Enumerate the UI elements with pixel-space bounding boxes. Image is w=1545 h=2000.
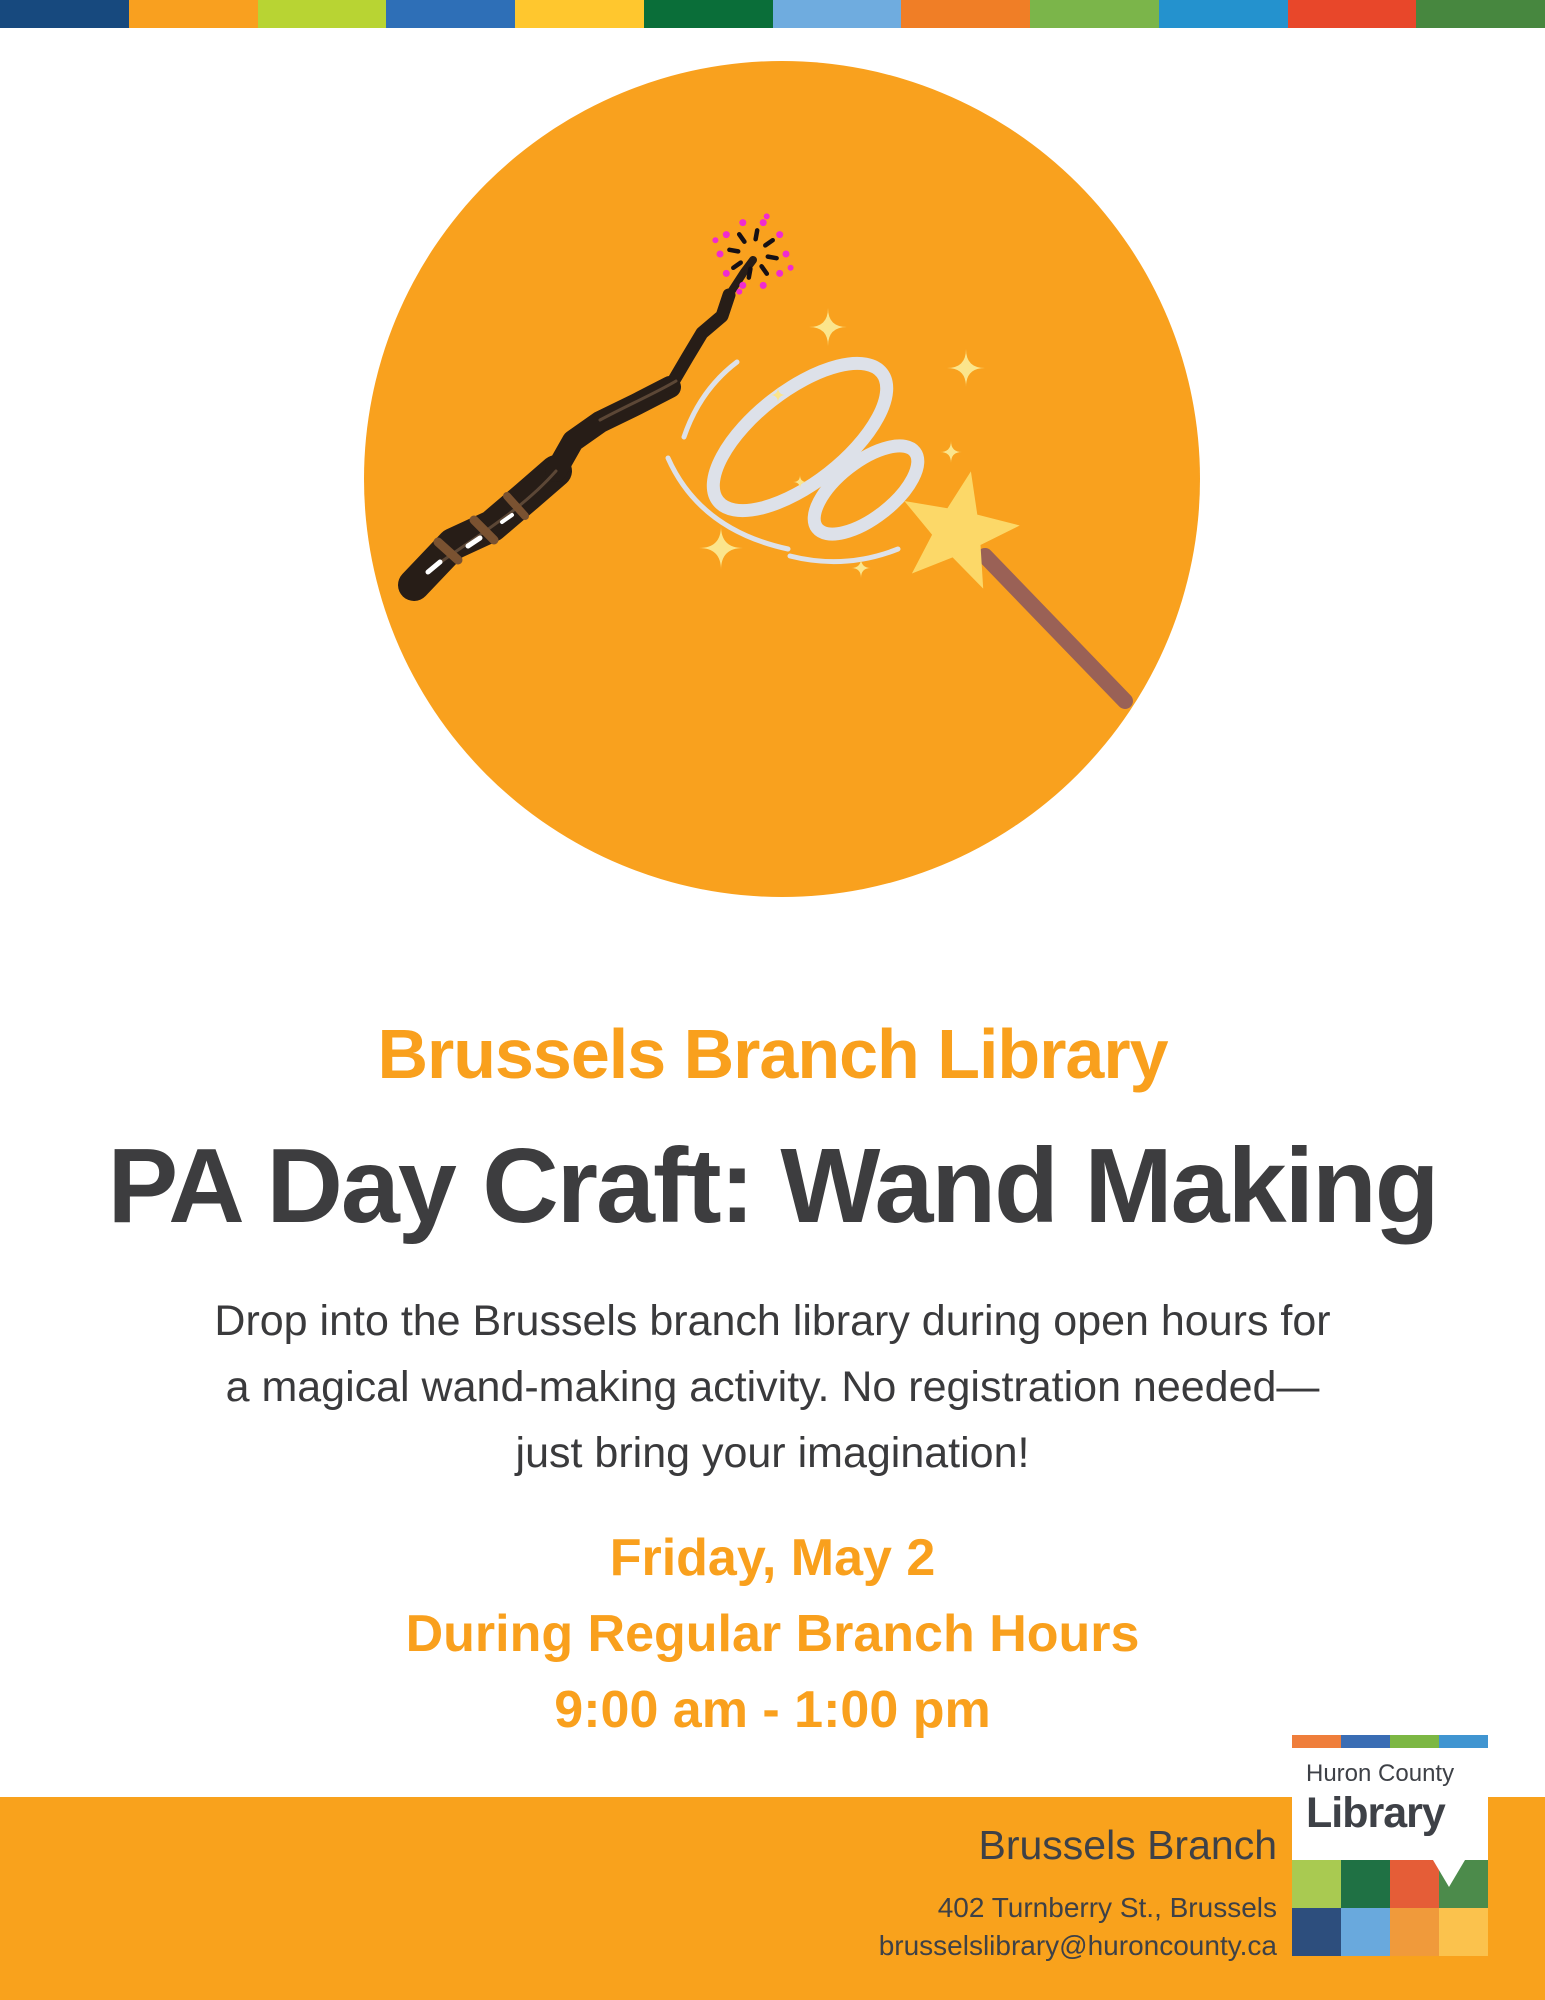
logo-grid-cell [1292, 1908, 1341, 1956]
wand-illustration [0, 0, 1545, 960]
event-date: Friday, May 2 [609, 1529, 936, 1587]
footer-address: 402 Turnberry St., Brussels [937, 1892, 1277, 1923]
footer-info [879, 1822, 1277, 1965]
logo-grid-cell [1439, 1908, 1488, 1956]
event-hours-label: During Regular Branch Hours [405, 1605, 1140, 1663]
description-line: Drop into the Brussels branch library during open hours for [214, 1297, 1331, 1345]
footer-branch-name: Brussels Branch [978, 1822, 1277, 1868]
description-line: a magical wand-making activity. No registration needed— [225, 1363, 1320, 1411]
event-description [0, 1288, 1545, 1486]
logo-grid-cell [1341, 1908, 1390, 1956]
logo-grid-cell [1292, 1860, 1341, 1908]
logo-strip-segment [1439, 1735, 1488, 1748]
logo-strip-segment [1341, 1735, 1390, 1748]
huron-county-library-logo [1292, 1735, 1488, 1956]
logo-org-line2: Library [1306, 1789, 1445, 1837]
logo-grid-cell [1390, 1908, 1439, 1956]
event-time: 9:00 am - 1:00 pm [554, 1681, 991, 1739]
logo-text [1292, 1748, 1488, 1860]
description-line: just bring your imagination! [515, 1429, 1030, 1477]
event-title: PA Day Craft: Wand Making [107, 1127, 1438, 1245]
event-schedule [0, 1520, 1545, 1748]
logo-grid-row [1292, 1908, 1488, 1956]
logo-grid-cell [1390, 1860, 1439, 1908]
logo-speech-notch [1433, 1860, 1465, 1887]
library-name-heading: Brussels Branch Library [377, 1015, 1168, 1093]
hero-circle [364, 61, 1200, 897]
logo-color-strip [1292, 1735, 1488, 1748]
footer-email: brusselslibrary@huroncounty.ca [878, 1930, 1277, 1961]
logo-strip-segment [1390, 1735, 1439, 1748]
logo-org-line1: Huron County [1306, 1760, 1455, 1787]
logo-strip-segment [1292, 1735, 1341, 1748]
logo-grid-cell [1341, 1860, 1390, 1908]
